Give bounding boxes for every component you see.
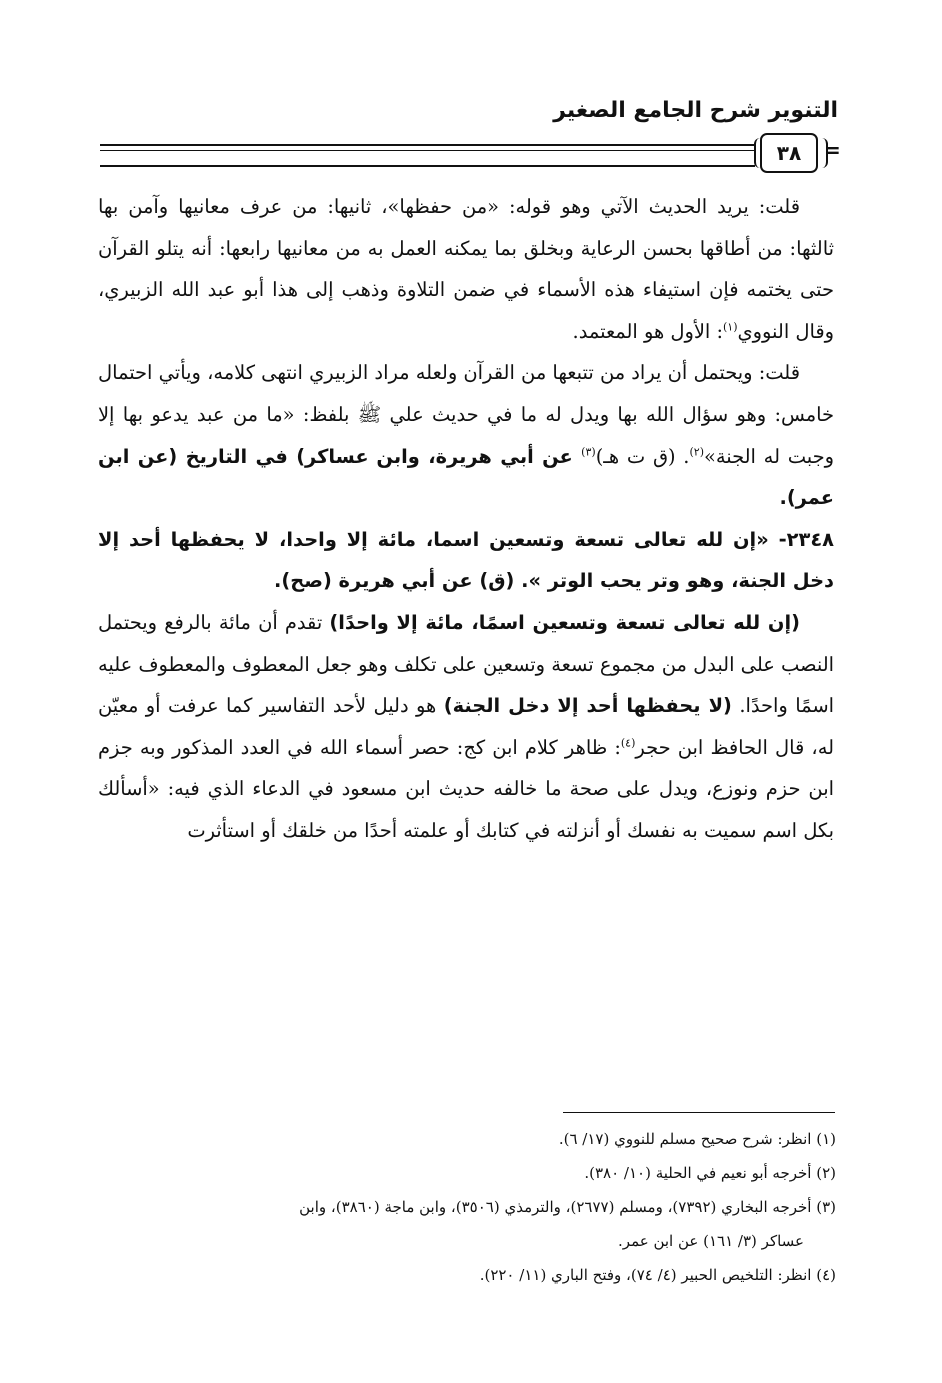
source-attribution: عن أبي هريرة، وابن (376, 444, 582, 468)
text-line: ويحتمل النصب على البدل من مجموع تسعة وتسعين على تكلف وهو جعل (98, 610, 834, 676)
footnote-ref[interactable]: (٤) (620, 736, 636, 750)
source-attribution: عساكر) في التاريخ (عن ابن عمر). (98, 444, 834, 510)
text-line: «ما من عبد يدعو بها إلا وجبت له الجنة» (98, 402, 834, 468)
text-line: : الأول هو المعتمد. (572, 319, 723, 343)
text-line: دليل لأحد التفاسير كما عرفت أو معيّن له، قال الحافظ ابن حجر (98, 694, 834, 759)
footnote-3: (٣) أخرجه البخاري (٧٣٩٢)، ومسلم (٢٦٧٧)، والترمذي (٣٥٠٦)، وابن ماجة (٣٨٦٠)، وابن (299, 1198, 836, 1216)
footnote-ref[interactable]: (١) (722, 320, 738, 334)
hadith-2348 (98, 519, 834, 602)
text-line: اسم سميت به نفسك أو أنزلته في كتابك أو علمته أحدًا من خلقك أو استأثرت (187, 818, 798, 842)
header-rule-top (100, 144, 755, 146)
text-line: هو (416, 694, 444, 718)
footnote-4: (٤) انظر: التلخيص الحبير (٤/ ٧٤)، وفتح الباري (١١/ ٢٢٠). (479, 1266, 836, 1284)
footnote-1: (١) انظر: شرح صحيح مسلم للنووي (١٧/ ٦). (558, 1130, 836, 1148)
text-line: وآمن بها ثالثها: من أطاقها بحسن الرعاية وبخلق بما يمكنه العمل به من (98, 195, 835, 260)
quoted-matn: (إن لله تعالى تسعة وتسعين اسمًا، مائة إلا واحدًا) (329, 610, 800, 634)
text-line: : ظاهر (564, 735, 621, 759)
text-line: قلت: يريد الحديث الآتي وهو قوله: «من حفظها»، ثانيها: من عرف معانيها (178, 195, 800, 218)
text-line: قلت: ويحتمل أن يراد من تتبعها من القرآن ولعله مراد الزبيري انتهى كلامه، (207, 361, 800, 385)
header-rule-bottom (100, 165, 755, 167)
footnote-separator (563, 1112, 835, 1113)
hadith-text: دخل الجنة، وهو وتر يحب الوتر ». (521, 569, 834, 593)
footnote-2: (٢) أخرجه أبو نعيم في الحلية (١٠/ ٣٨٠). (584, 1164, 836, 1182)
text-line: ويدل على صحة ما خالفه حديث ابن مسعود في الدعاء الذي فيه: «أسألك بكل (98, 777, 834, 842)
footnote-ref[interactable]: (٢) (689, 445, 704, 459)
hadith-text: ٢٣٤٨- «إن لله تعالى تسعة وتسعين اسما، مائة إلا واحدا، لا يحفظها أحد إلا (98, 527, 834, 551)
running-title: التنوير شرح الجامع الصغير (553, 98, 838, 123)
edge-mark: = (824, 138, 841, 162)
text-line: . (ق ت هـ) (595, 444, 690, 468)
page-number: ٣٨ (760, 133, 818, 173)
quoted-matn: (لا يحفظها أحد إلا دخل الجنة) (443, 694, 732, 718)
commentary-paragraph (98, 602, 834, 852)
text-line: المعطوف والمعطوف عليه اسمًا واحدًا. (98, 652, 834, 718)
footnote-ref[interactable]: (٣) (581, 445, 596, 459)
paragraph-1 (98, 186, 834, 352)
header-rule-middle (100, 150, 755, 151)
text-line: كلام ابن كج: حصر أسماء الله في العدد المذكور وبه جزم ابن حزم ونوزع، (98, 735, 834, 801)
text-line: تقدم أن مائة بالرفع (164, 610, 330, 634)
main-text (98, 186, 834, 852)
footnote-3-continued: عساكر (٣/ ١٦١) عن ابن عمر. (618, 1232, 804, 1250)
paragraph-2 (98, 352, 834, 518)
hadith-source: (ق) عن أبي هريرة (صح). (274, 569, 522, 593)
text-line: ويأتي احتمال خامس: وهو سؤال الله بها ويدل له ما في حديث علي ﷺ بلفظ: (98, 361, 835, 426)
text-line: التلاوة وذهب إلى هذا أبو عبد الله الزبيري، وقال النووي (98, 278, 834, 343)
footnotes (98, 1122, 836, 1292)
text-line: معانيها رابعها: أنه يتلو القرآن حتى يختمه فإن استيفاء هذه الأسماء في ضمن (98, 236, 834, 302)
